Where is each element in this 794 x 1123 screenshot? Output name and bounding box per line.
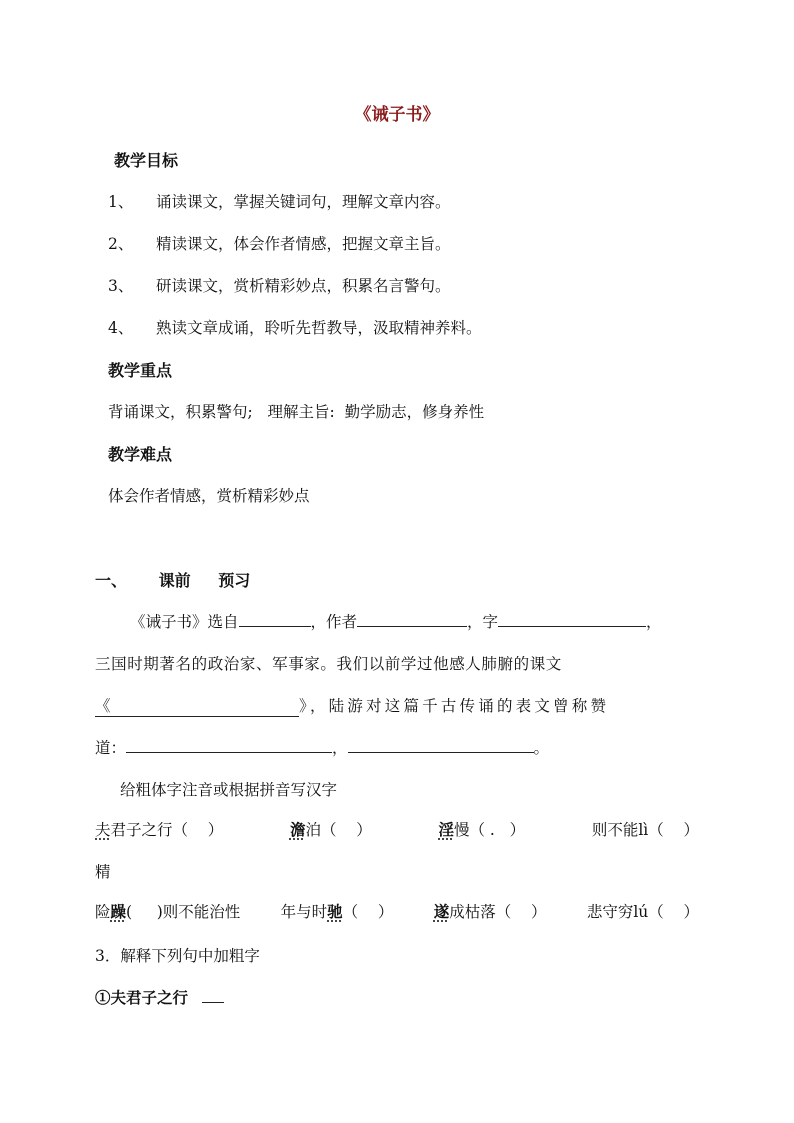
difficulties-heading: 教学难点 (108, 445, 173, 464)
answer-paren[interactable]: ( ) (126, 903, 163, 921)
lesson-title-blank[interactable] (95, 694, 299, 717)
goal-item (108, 232, 451, 254)
phonetic-pre: 则不能治性 (162, 903, 241, 921)
preview-heading-b: 预习 (218, 571, 251, 590)
preview-text: 《 (95, 697, 114, 715)
preview-heading-num: 一、 (95, 571, 128, 590)
preview-text: 道： (95, 739, 127, 757)
phonetic-pinyin: lú (633, 903, 649, 921)
phonetic-row-1 (95, 818, 699, 840)
phonetic-pinyin: lì (638, 821, 649, 839)
goal-num: 3、 (108, 277, 134, 295)
preview-text: 。 (533, 739, 550, 757)
preview-line-2: 三国时期著名的政治家、军事家。我们以前学过他感人肺腑的课文 (95, 655, 562, 673)
phonetic-pre: 则不能 (591, 821, 639, 839)
phonetic-item (95, 818, 223, 840)
courtesy-name-blank[interactable] (498, 611, 646, 627)
preview-heading-a: 课前 (158, 571, 191, 590)
preview-heading (95, 568, 250, 591)
phonetic-pre: 年与时 (280, 903, 328, 921)
phonetic-item (281, 900, 394, 922)
preview-text: 》，陆游对这篇千古传诵的表文曾称赞 (299, 697, 610, 715)
phonetic-bold: 澹 (289, 820, 306, 839)
phonetic-instruction: 给粗体字注音或根据拼音写汉字 (120, 781, 338, 799)
goal-item (108, 316, 482, 338)
answer-paren[interactable]: （ ） (648, 903, 699, 921)
phonetic-bold: 驰 (327, 902, 343, 921)
phonetic-item (592, 818, 699, 840)
page-title: 《诫子书》 (354, 105, 440, 125)
phonetic-row-2 (95, 900, 699, 922)
preview-text: ，字 (467, 613, 499, 631)
preview-text: 《诫子书》选自 (130, 613, 239, 631)
preview-text: ， (646, 613, 662, 631)
explain-heading: 3．解释下列句中加粗字 (95, 947, 260, 965)
goal-item (108, 274, 451, 296)
phonetic-bold: 躁 (110, 902, 127, 921)
phonetic-pre: 悲守穷 (586, 903, 634, 921)
goal-text: 研读课文，赏析精彩妙点，积累名言警句。 (156, 277, 451, 295)
difficulties-text: 体会作者情感，赏析精彩妙点 (108, 487, 310, 505)
phonetic-mid: 成枯落 (449, 903, 496, 921)
key-points-heading: 教学重点 (108, 361, 173, 380)
preview-text: ，作者 (310, 613, 358, 631)
key-points-text: 背诵课文，积累警句; 理解主旨: 勤学励志，修身养性 (108, 403, 485, 421)
praise-blank-2[interactable] (348, 737, 534, 753)
goal-item (108, 190, 451, 212)
phonetic-item (434, 900, 547, 922)
preview-text: ， (332, 739, 348, 757)
answer-paren[interactable]: （ ） (495, 903, 547, 921)
phonetic-bold: 遂 (433, 902, 450, 921)
answer-paren[interactable]: （ . ） (469, 821, 526, 839)
goal-text: 精读课文，体会作者情感，把握文章主旨。 (156, 235, 451, 253)
explain-text: ①夫君子之行 (95, 988, 189, 1007)
goal-num: 1、 (108, 193, 134, 211)
answer-paren[interactable]: （ ） (648, 821, 699, 839)
phonetic-pre: 险 (95, 903, 111, 921)
phonetic-item (95, 900, 240, 922)
preview-line-3 (95, 694, 609, 717)
phonetic-mid: 泊 (305, 821, 321, 839)
goal-text: 诵读课文，掌握关键词句，理解文章内容。 (156, 193, 451, 211)
explain-blank[interactable] (202, 987, 224, 1003)
answer-paren[interactable]: （ ） (172, 821, 224, 839)
phonetic-item (438, 818, 525, 840)
goal-num: 4、 (108, 319, 134, 337)
source-blank[interactable] (239, 611, 311, 627)
preview-line-4 (95, 736, 549, 758)
phonetic-mid: 慢 (453, 821, 470, 839)
phonetic-bold: 淫 (438, 820, 454, 839)
phonetic-pre: 夫 (95, 821, 111, 839)
preview-line-1 (130, 610, 662, 632)
phonetic-item (290, 818, 372, 840)
goals-heading: 教学目标 (114, 151, 179, 170)
explain-item-1 (95, 986, 224, 1008)
answer-paren[interactable]: （ ） (321, 821, 372, 839)
phonetic-item (587, 900, 699, 922)
goal-num: 2、 (108, 235, 134, 253)
phonetic-row-1-wrap: 精 (95, 863, 111, 881)
praise-blank-1[interactable] (126, 737, 332, 753)
phonetic-mid: 君子之行 (110, 821, 173, 839)
answer-paren[interactable]: （ ） (342, 903, 394, 921)
goal-text: 熟读文章成诵，聆听先哲教导，汲取精神养料。 (156, 319, 482, 337)
author-blank[interactable] (357, 611, 467, 627)
